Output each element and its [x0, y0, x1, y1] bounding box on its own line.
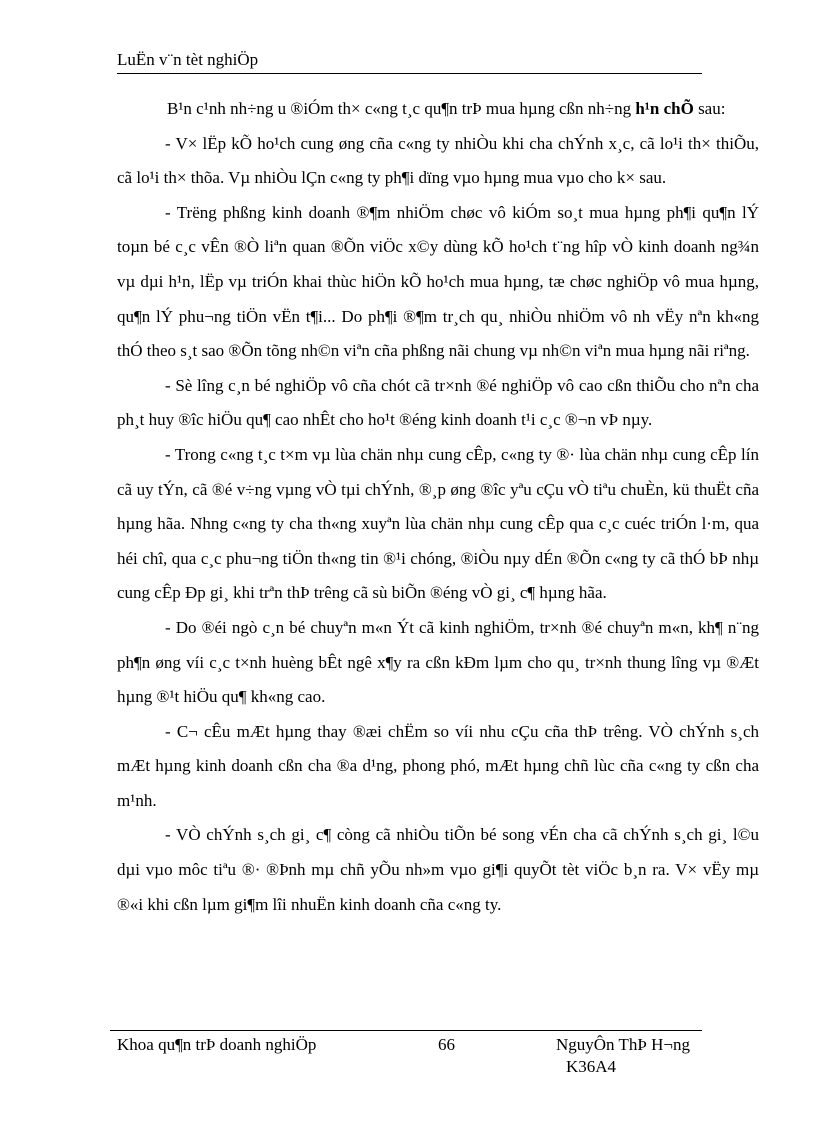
paragraph-2: - Trëng phßng kinh doanh ®¶m nhiÖm chøc vô kiÓm so¸t mua hµng ph¶i qu¶n lÝ toµn bé c¸c vÊn ®Ò liªn quan ®Õn viÖc x©y dùng kÕ ho¹ch t¨ng hîp vÒ kinh doanh ng¾n vµ dµi h¹n, lËp vµ triÓn khai thùc hiÖn kÕ ho¹ch mua hµng, tæ chøc nghiÖp vô mua hµng, qu¶n lÝ phu¬ng tiÖn vËn t¶i... Do ph¶i ®¶m tr¸ch qu¸ nhiÒu nhiÖm vô nh vËy nªn kh«ng thÓ theo s¸t sao ®Õn tõng nh©n viªn cña phßng nãi chung vµ nh©n viªn mua hµng nãi riªng. [117, 202, 759, 361]
paragraph-5: - Do ®éi ngò c¸n bé chuyªn m«n Ýt cã kinh nghiÖm, tr×nh ®é chuyªn m«n, kh¶ n¨ng ph¶n øng víi c¸c t×nh huèng bÊt ngê x¶y ra cßn kÐm lµm cho qu¸ tr×nh thung lîng vµ ®Æt hµng ®¹t hiÖu qu¶ kh«ng cao. [117, 617, 759, 707]
paragraph-3: - Sè lîng c¸n bé nghiÖp vô cña chót cã tr×nh ®é nghiÖp vô cao cßn thiÕu cho nªn cha ph¸t huy ®îc hiÖu qu¶ cao nhÊt cho ho¹t ®éng kinh doanh t¹i c¸c ®¬n vÞ nµy. [117, 375, 759, 430]
footer-divider [110, 1030, 702, 1031]
footer-author [556, 1034, 690, 1078]
paragraph-1: - V× lËp kÕ ho¹ch cung øng cña c«ng ty nhiÒu khi cha chÝnh x¸c, cã lo¹i th× thiÕu, cã lo¹i th× thõa. Vµ nhiÒu lÇn c«ng ty ph¶i dïng vµo hµng mua vµo cho k× sau. [117, 133, 759, 188]
intro-bold-text: h¹n chÕ [635, 99, 694, 118]
paragraph-7: - VÒ chÝnh s¸ch gi¸ c¶ còng cã nhiÒu tiÕn bé song vÉn cha cã chÝnh s¸ch gi¸ l©u dµi vµo môc tiªu ®· ®Þnh mµ chñ yÕu nh»m vµo gi¶i quyÕt tèt viÖc b¸n ra. V× vËy mµ ®«i khi cßn lµm gi¶m lîi nhuËn kinh doanh cña c«ng ty. [117, 825, 759, 914]
page-header [117, 50, 702, 74]
intro-text: B¹n c¹nh nh÷ng u ®iÓm th× c«ng t¸c qu¶n trÞ mua hµng cßn nh÷ng [167, 99, 636, 118]
paragraph-4: - Trong c«ng t¸c t×m vµ lùa chän nhµ cung cÊp, c«ng ty ®· lùa chän nhµ cung cÊp lín cã uy tÝn, cã ®é v÷ng vµng vÒ tµi chÝnh, ®¸p øng ®îc yªu cÇu vÒ tiªu chuÈn, kü thuËt cña hµng hãa. Nhng c«ng ty cha th«ng xuyªn lùa chän nhµ cung cÊp qua c¸c cuéc triÓn l·m, qua héi chî, qua c¸c phu¬ng tiÖn th«ng tin ®¹i chóng, ®iÒu nµy dÉn ®Õn c«ng ty cã thÓ bÞ nhµ cung cÊp Ðp gi¸ khi trªn thÞ trêng cã sù biÕn ®éng vÒ gi¸ c¶ hµng hãa. [117, 444, 759, 603]
page-number: 66 [438, 1035, 455, 1054]
document-body [117, 92, 759, 922]
author-name: NguyÔn ThÞ H¬ng [556, 1035, 690, 1054]
header-title: LuËn v¨n tèt nghiÖp [117, 50, 259, 69]
footer-faculty: Khoa qu¶n trÞ doanh nghiÖp [117, 1035, 317, 1054]
paragraph-6: - C¬ cÊu mÆt hµng thay ®æi chËm so víi nhu cÇu cña thÞ trêng. VÒ chÝnh s¸ch mÆt hµng kinh doanh cßn cha ®a d¹ng, phong phó, mÆt hµng chñ lùc cña c«ng ty cßn cha m¹nh. [117, 721, 759, 810]
author-class: K36A4 [566, 1057, 617, 1076]
intro-end-text: sau: [693, 99, 726, 118]
intro-paragraph [117, 92, 759, 127]
